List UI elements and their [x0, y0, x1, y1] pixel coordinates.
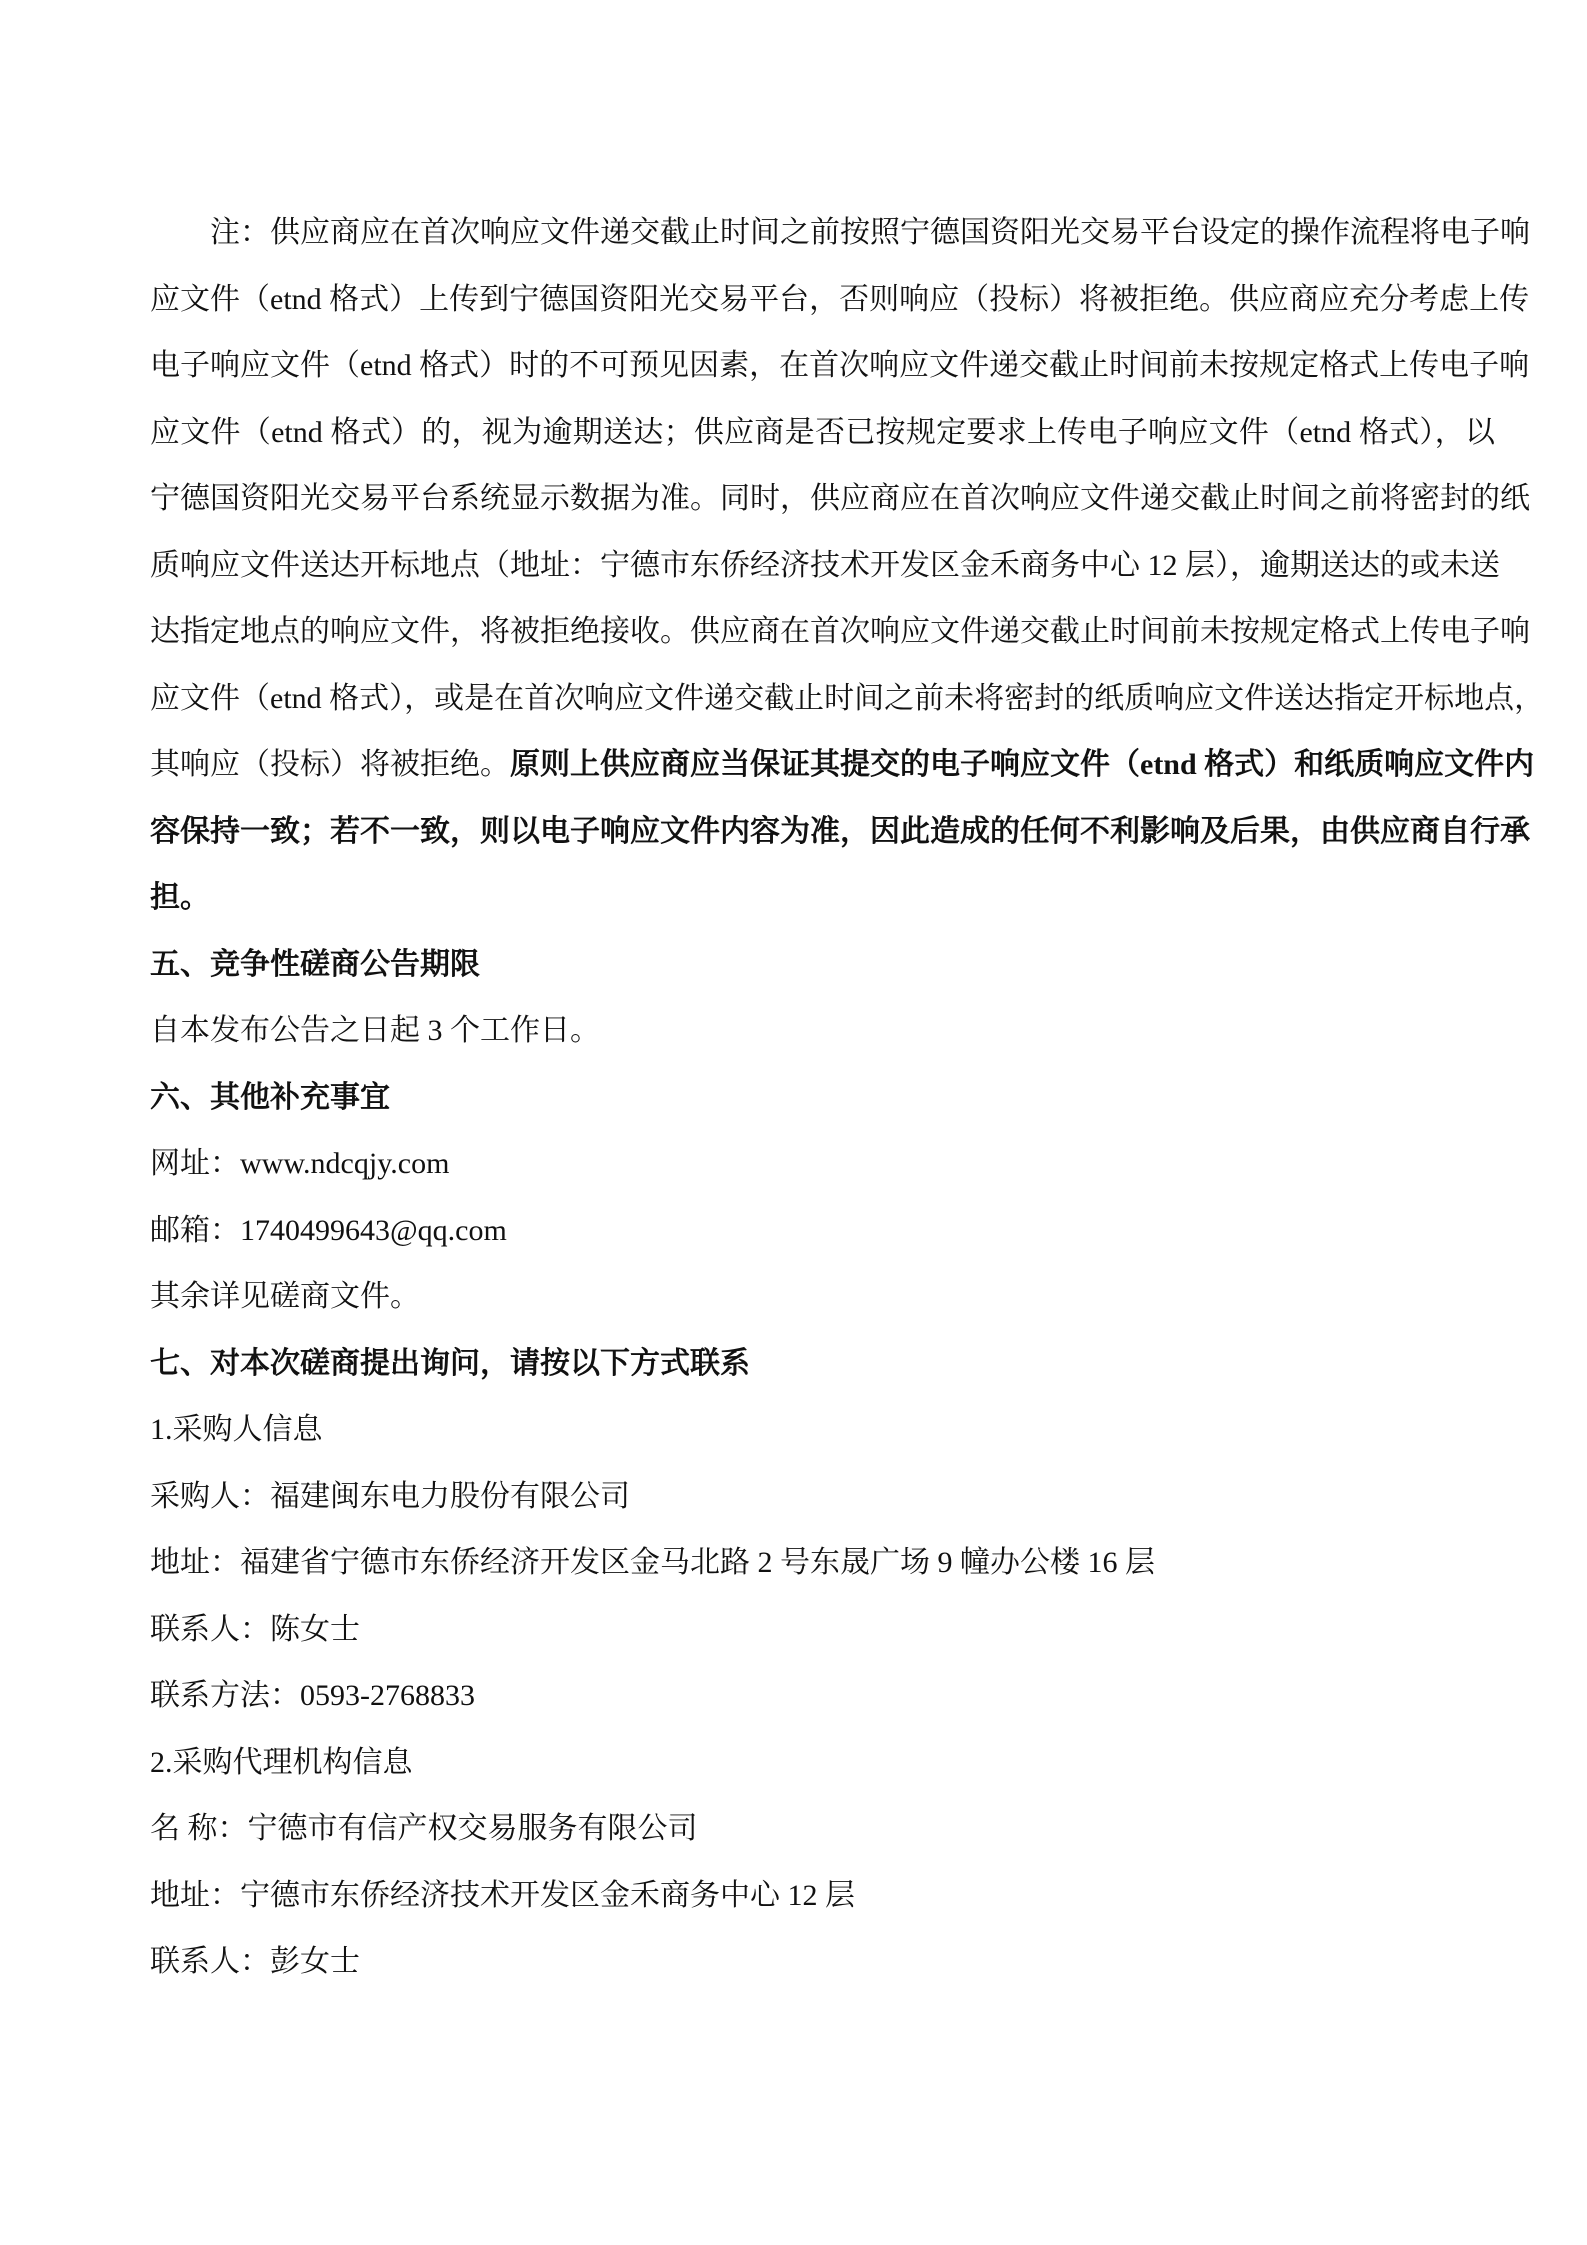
text-segment: 2.采购代理机构信息	[150, 1745, 413, 1779]
text-segment: 网址：www.ndcqjy.com	[150, 1147, 450, 1180]
text-segment: 应文件（etnd 格式）上传到宁德国资阳光交易平台，否则响应（投标）将被拒绝。供应商应充分考虑上传	[150, 282, 1530, 316]
text-segment: 其响应（投标）将被拒绝。	[150, 748, 510, 781]
bold-text-segment: 原则上供应商应当保证其提交的电子响应文件（etnd 格式）和纸质响应文件内	[510, 748, 1535, 781]
note-paragraph-line-2	[150, 267, 1530, 334]
email-line	[150, 1198, 1495, 1265]
text-segment: 电子响应文件（etnd 格式）时的不可预见因素，在首次响应文件递交截止时间前未按规定格式上传电子响	[150, 349, 1530, 382]
text-segment: 自本发布公告之日起 3 个工作日。	[150, 1014, 600, 1047]
text-segment: 宁德国资阳光交易平台系统显示数据为准。同时，供应商应在首次响应文件递交截止时间之前将密封的纸	[150, 482, 1530, 515]
section-5-content	[150, 998, 1495, 1065]
text-segment: 采购人：福建闽东电力股份有限公司	[150, 1479, 630, 1513]
text-segment: 联系人：陈女士	[150, 1612, 360, 1646]
agency-address-line	[150, 1863, 1495, 1930]
text-segment: 地址：宁德市东侨经济技术开发区金禾商务中心 12 层	[150, 1878, 855, 1912]
text-segment: 地址：福建省宁德市东侨经济开发区金马北路 2 号东晟广场 9 幢办公楼 16 层	[150, 1546, 1155, 1579]
section-5-heading	[150, 932, 1495, 999]
text-segment: 达指定地点的响应文件，将被拒绝接收。供应商在首次响应文件递交截止时间前未按规定格式上传电子响	[150, 615, 1530, 648]
section-7-heading	[150, 1331, 1495, 1398]
purchaser-contact-line	[150, 1597, 1495, 1664]
text-segment: 应文件（etnd 格式）的，视为逾期送达；供应商是否已按规定要求上传电子响应文件（etnd 格式），以	[150, 415, 1495, 449]
note-paragraph-line-6	[150, 533, 1500, 600]
text-segment: 名 称：宁德市有信产权交易服务有限公司	[150, 1812, 698, 1845]
text-segment: 邮箱：1740499643@qq.com	[150, 1213, 507, 1247]
note-paragraph-line-7	[150, 599, 1530, 666]
text-segment: 联系方法：0593-2768833	[150, 1679, 475, 1712]
agency-name-line	[150, 1796, 1495, 1863]
text-segment: 联系人：彭女士	[150, 1945, 360, 1978]
note-paragraph-line-9	[150, 732, 1535, 799]
purchaser-name-line	[150, 1464, 1495, 1531]
see-document-line	[150, 1264, 1495, 1331]
note-paragraph-line-5	[150, 466, 1530, 533]
purchaser-info-subheading	[150, 1397, 1495, 1464]
note-paragraph-line-11	[150, 865, 1495, 932]
purchaser-phone-line	[150, 1663, 1495, 1730]
section-6-heading	[150, 1065, 1495, 1132]
text-segment: 质响应文件送达开标地点（地址：宁德市东侨经济技术开发区金禾商务中心 12 层），逾期送达的或未送	[150, 548, 1500, 582]
text-segment: 应文件（etnd 格式），或是在首次响应文件递交截止时间之前未将密封的纸质响应文件送达指定开标地点，	[150, 681, 1545, 715]
note-paragraph-line-10	[150, 799, 1530, 866]
bold-text-segment: 担。	[150, 881, 210, 914]
agency-info-subheading	[150, 1730, 1495, 1797]
text-segment: 注：供应商应在首次响应文件递交截止时间之前按照宁德国资阳光交易平台设定的操作流程将电子响	[210, 216, 1530, 249]
text-segment: 1.采购人信息	[150, 1413, 323, 1446]
purchaser-address-line	[150, 1530, 1495, 1597]
note-paragraph-line-1	[150, 200, 1530, 267]
note-paragraph-line-8	[150, 666, 1545, 733]
note-paragraph-line-3	[150, 333, 1530, 400]
bold-text-segment: 七、对本次磋商提出询问，请按以下方式联系	[150, 1346, 750, 1380]
bold-text-segment: 六、其他补充事宜	[150, 1080, 390, 1114]
website-line	[150, 1131, 1495, 1198]
text-segment: 其余详见磋商文件。	[150, 1280, 420, 1313]
bold-text-segment: 容保持一致；若不一致，则以电子响应文件内容为准，因此造成的任何不利影响及后果，由供应商自行承	[150, 814, 1530, 848]
note-paragraph-line-4	[150, 400, 1495, 467]
bold-text-segment: 五、竞争性磋商公告期限	[150, 947, 480, 981]
agency-contact-line	[150, 1929, 1495, 1996]
